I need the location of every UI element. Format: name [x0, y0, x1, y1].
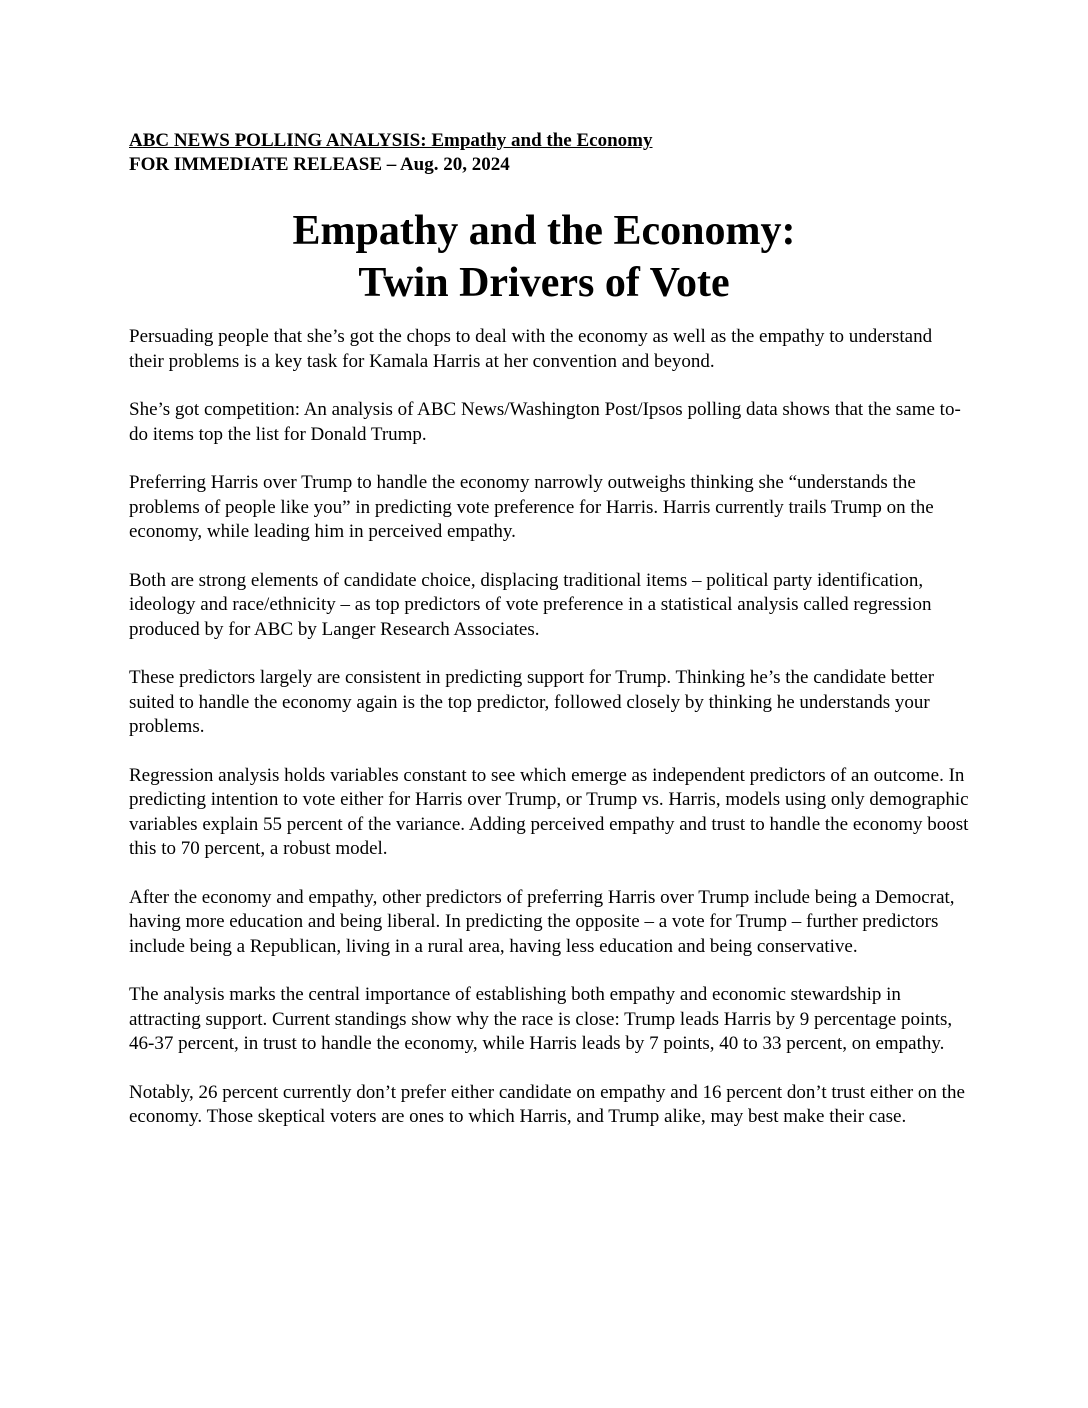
paragraph: Notably, 26 percent currently don’t prefer either candidate on empathy and 16 percent don’t trust either on the economy. Those skeptical voters are ones to which Harris, and Trump alike, may best make their case.	[129, 1081, 965, 1127]
paragraph: After the economy and empathy, other predictors of preferring Harris over Trump include being a Democrat, having more education and being liberal. In predicting the opposite – a vote for Trump – further predictors include being a Republican, living in a rural area, having less education and being conservative.	[129, 886, 955, 957]
paragraph: The analysis marks the central importance of establishing both empathy and economic stewardship in attracting support. Current standings show why the race is close: Trump leads Harris by 9 percentage points, 46-37 percent, in trust to handle the economy, while Harris leads by 7 points, 40 to 33 percent, on empathy.	[129, 984, 953, 1054]
paragraph: She’s got competition: An analysis of ABC News/Washington Post/Ipsos polling data shows that the same to-do items top the list for Donald Trump.	[129, 399, 961, 445]
title-line-1: Empathy and the Economy:	[292, 208, 796, 254]
paragraph: Preferring Harris over Trump to handle the economy narrowly outweighs thinking she “understands the problems of people like you” in predicting vote preference for Harris. Harris currently trails Trump on the economy, while leading him in perceived empathy.	[129, 472, 934, 542]
title-line-2: Twin Drivers of Vote	[358, 260, 730, 306]
paragraph: Persuading people that she’s got the chops to deal with the economy as well as the empathy to understand their problems is a key task for Kamala Harris at her convention and beyond.	[129, 326, 933, 372]
document-header	[129, 129, 969, 177]
paragraph: Both are strong elements of candidate choice, displacing traditional items – political party identification, ideology and race/ethnicity – as top predictors of vote preference in a statistical analysis called regression produced by for ABC by Langer Research Associates.	[129, 569, 932, 640]
paragraph: Regression analysis holds variables constant to see which emerge as independent predictors of an outcome. In predicting intention to vote either for Harris over Trump, or Trump vs. Harris, models using only demographic variables explain 55 percent of the variance. Adding perceived empathy and trust to handle the economy boost this to 70 percent, a robust model.	[129, 764, 969, 859]
release-line: FOR IMMEDIATE RELEASE – Aug. 20, 2024	[129, 154, 510, 175]
paragraph: These predictors largely are consistent in predicting support for Trump. Thinking he’s the candidate better suited to handle the economy again is the top predictor, followed closely by thinking he understands your problems.	[129, 667, 935, 737]
article-body	[129, 325, 969, 1154]
page-title	[129, 205, 959, 309]
header-kicker: ABC NEWS POLLING ANALYSIS: Empathy and the Economy	[129, 130, 653, 151]
